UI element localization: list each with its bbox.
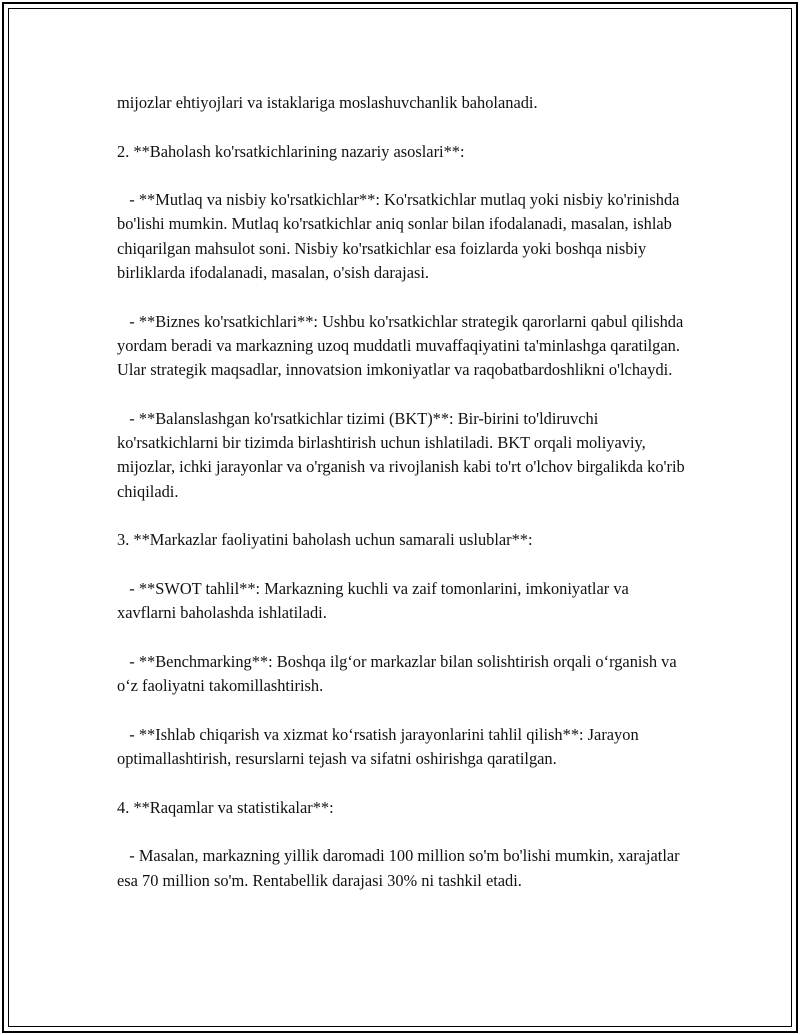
section-heading-4: 4. **Raqamlar va statistikalar**: [117, 797, 334, 817]
section-heading-2: 2. **Baholash ko'rsatkichlarining nazariy asoslari**: [117, 141, 465, 161]
list-item-statistics-example: - Masalan, markazning yillik daromadi 100 million so'm bo'lishi mumkin, xarajatlar esa 70 million so'm. Rentabellik darajasi 30% ni tashkil etadi. [117, 846, 684, 890]
section-heading-3: 3. **Markazlar faoliyatini baholash uchun samarali uslublar**: [117, 530, 533, 550]
list-item-balanced-scorecard: - **Balanslashgan ko'rsatkichlar tizimi (BKT)**: Bir-birini to'ldiruvchi ko'rsatkichlarni bir tizimda birlashtirish uchun ishlatiladi. BKT orqali moliyaviy, mijozlar, ichki jarayonlar va o'rganish va rivojlanish kabi to'rt o'lchov birgalikda ko'rib chiqiladi. [117, 408, 689, 501]
document-body [117, 91, 687, 917]
list-item-business-indicators: - **Biznes ko'rsatkichlari**: Ushbu ko'rsatkichlar strategik qarorlarni qabul qilishda yordam beradi va markazning uzoq muddatli muvaffaqiyatini ta'minlashga qaratilgan. Ular strategik maqsadlar, innovatsion imkoniyatlar va raqobatbardoshlikni o'lchaydi. [117, 311, 688, 380]
list-item-swot: - **SWOT tahlil**: Markazning kuchli va zaif tomonlarini, imkoniyatlar va xavflarni baholashda ishlatiladi. [117, 578, 633, 623]
list-item-benchmarking: - **Benchmarking**: Boshqa ilg‘or markazlar bilan solishtirish orqali o‘rganish va o‘z faoliyatni takomillashtirish. [117, 651, 681, 696]
paragraph-intro: mijozlar ehtiyojlari va istaklariga moslashuvchanlik baholanadi. [117, 93, 538, 112]
list-item-absolute-relative: - **Mutlaq va nisbiy ko'rsatkichlar**: Ko'rsatkichlar mutlaq yoki nisbiy ko'rinishda bo'lishi mumkin. Mutlaq ko'rsatkichlar aniq sonlar bilan ifodalanadi, masalan, ishlab chiqarilgan mahsulot soni. Nisbiy ko'rsatkichlar esa foizlarda yoki boshqa nisbiy birliklarda ifodalanadi, masalan, o'sish darajasi. [117, 190, 684, 283]
list-item-process-analysis: - **Ishlab chiqarish va xizmat ko‘rsatish jarayonlarini tahlil qilish**: Jarayon optimallashtirish, resurslarni tejash va sifatni oshirishga qaratilgan. [117, 724, 643, 769]
